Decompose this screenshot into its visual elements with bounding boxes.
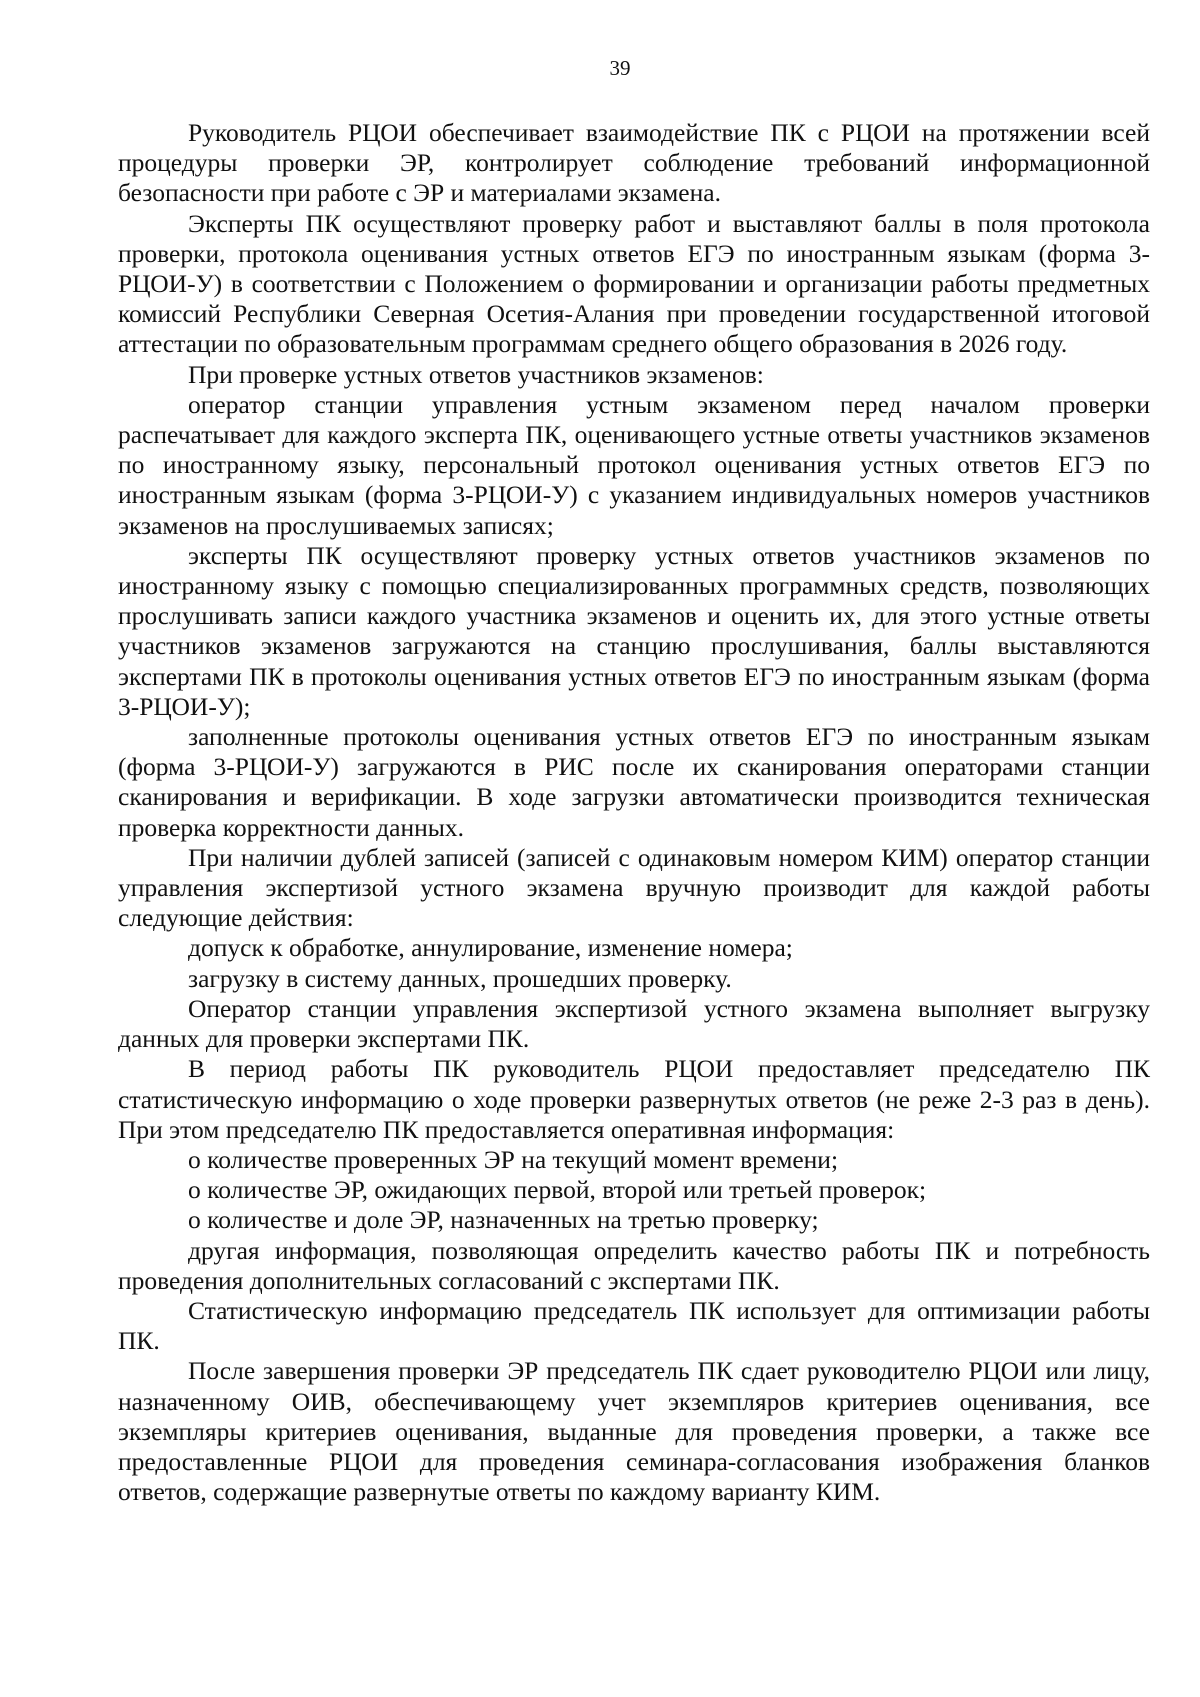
paragraph-stat-item-3: о количестве и доле ЭР, назначенных на третью проверку; xyxy=(188,1205,819,1235)
paragraph-experts-listen: эксперты ПК осуществляют проверку устных ответов участников экзаменов по иностранному языку с помощью специализированных программных средств, позволяющих прослушивать записи каждого участника экзаменов и оценить их, для этого устные ответы участников экзаменов загружаются на станцию прослушивания, баллы выставляются экспертами ПК в протоколы оценивания устных ответов ЕГЭ по иностранным языкам (форма 3-РЦОИ-У); xyxy=(118,540,1150,721)
paragraph-stat-item-1: о количестве проверенных ЭР на текущий момент времени; xyxy=(188,1144,839,1174)
paragraph-protocols-upload: заполненные протоколы оценивания устных ответов ЕГЭ по иностранным языкам (форма 3-РЦОИ-У) загружаются в РИС после их сканирования операторами станции сканирования и верификации. В ходе загрузки автоматически производится техническая проверка корректности данных. xyxy=(118,722,1150,842)
paragraph-experts-check: Эксперты ПК осуществляют проверку работ и выставляют баллы в поля протокола проверки, протокола оценивания устных ответов ЕГЭ по иностранным языкам (форма 3-РЦОИ-У) в соответствии с Положением о формировании и организации работы предметных комиссий Республики Северная Осетия-Алания при проведении государственной итоговой аттестации по образовательным программам среднего общего образования в 2026 году. xyxy=(118,208,1150,359)
paragraph-statistics-use: Статистическую информацию председатель ПК использует для оптимизации работы ПК. xyxy=(118,1295,1150,1356)
paragraph-oral-intro: При проверке устных ответов участников экзаменов: xyxy=(188,359,764,389)
paragraph-after-check: После завершения проверки ЭР председатель ПК сдает руководителю РЦОИ или лицу, назначенному ОИВ, обеспечивающему учет экземпляров критериев оценивания, все экземпляры критериев оценивания, выданные для проведения проверки, а также все предоставленные РЦОИ для проведения семинара-согласования изображения бланков ответов, содержащие развернутые ответы по каждому варианту КИМ. xyxy=(118,1356,1150,1507)
paragraph-statistics-intro: В период работы ПК руководитель РЦОИ предоставляет председателю ПК статистическую информацию о ходе проверки развернутых ответов (не реже 2-3 раз в день). При этом председателю ПК предоставляется оперативная информация: xyxy=(118,1054,1150,1144)
page-number: 39 xyxy=(609,56,631,80)
paragraph-duplicates-action-2: загрузку в систему данных, прошедших проверку. xyxy=(188,963,732,993)
paragraph-stat-item-2: о количестве ЭР, ожидающих первой, второй или третьей проверок; xyxy=(188,1175,927,1205)
paragraph-rcoi-head: Руководитель РЦОИ обеспечивает взаимодействие ПК с РЦОИ на протяжении всей процедуры проверки ЭР, контролирует соблюдение требований информационной безопасности при работе с ЭР и материалами экзамена. xyxy=(118,118,1150,208)
document-body xyxy=(118,118,1150,1507)
paragraph-stat-item-4: другая информация, позволяющая определить качество работы ПК и потребность проведения дополнительных согласований с экспертами ПК. xyxy=(118,1235,1150,1295)
paragraph-operator-print: оператор станции управления устным экзаменом перед началом проверки распечатывает для каждого эксперта ПК, оценивающего устные ответы участников экзаменов по иностранному языку, персональный протокол оценивания устных ответов ЕГЭ по иностранным языкам (форма 3-РЦОИ-У) с указанием индивидуальных номеров участников экзаменов на прослушиваемых записях; xyxy=(118,389,1150,540)
paragraph-duplicates: При наличии дублей записей (записей с одинаковым номером КИМ) оператор станции управления экспертизой устного экзамена вручную производит для каждой работы следующие действия: xyxy=(118,842,1150,933)
paragraph-operator-export: Оператор станции управления экспертизой устного экзамена выполняет выгрузку данных для проверки экспертами ПК. xyxy=(118,993,1150,1054)
paragraph-duplicates-action-1: допуск к обработке, аннулирование, изменение номера; xyxy=(188,933,793,963)
